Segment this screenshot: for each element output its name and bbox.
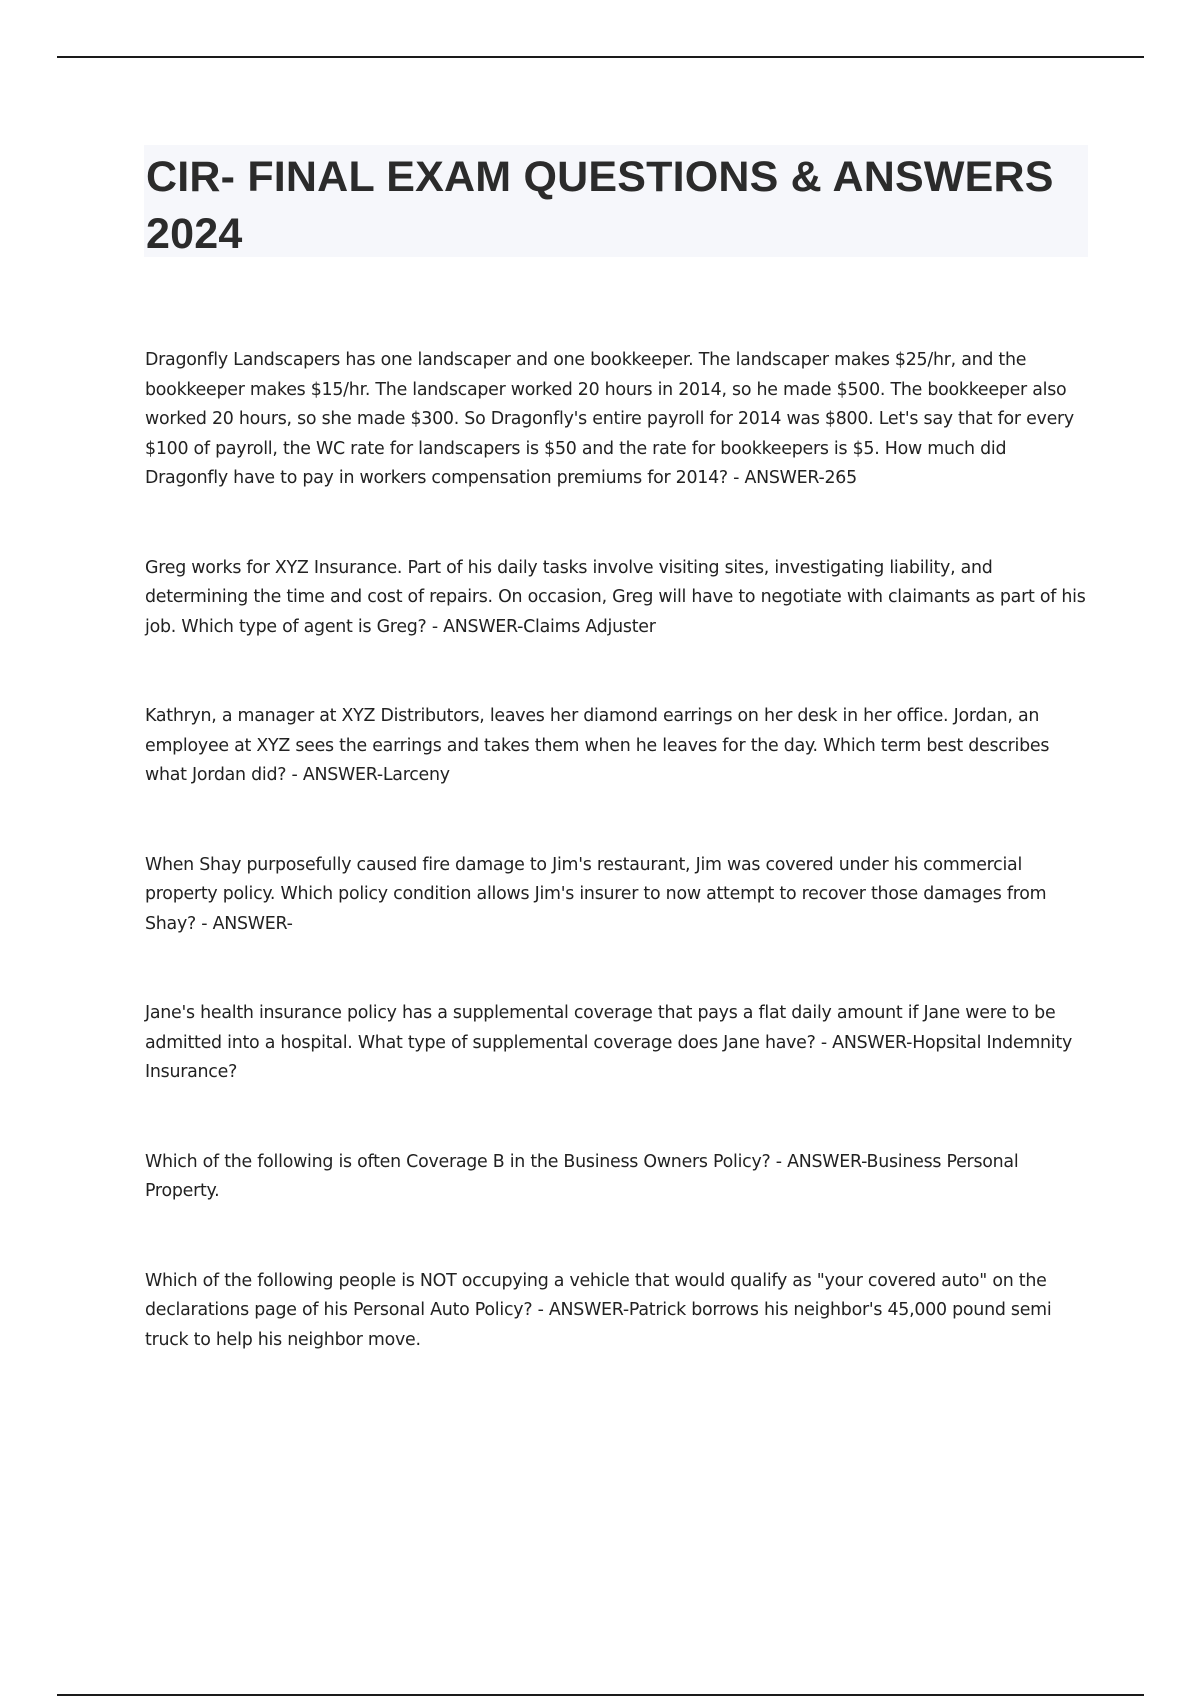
qa-item: Greg works for XYZ Insurance. Part of his daily tasks involve visiting sites, investigating liability, and determining the time and cost of repairs. On occasion, Greg will have to negotiate with claimants as part of his job. Which type of agent is Greg? - ANSWER-Claims Adjuster (145, 557, 1086, 637)
qa-list (145, 346, 1090, 1415)
qa-item: Which of the following people is NOT occupying a vehicle that would qualify as "your covered auto" on the declarations page of his Personal Auto Policy? - ANSWER-Patrick borrows his neighbor's 45,000 pound semi truck to help his neighbor move. (145, 1270, 1052, 1350)
qa-item: When Shay purposefully caused fire damage to Jim's restaurant, Jim was covered under his commercial property policy. Which policy condition allows Jim's insurer to now attempt to recover those damages from Shay? - ANSWER- (145, 854, 1047, 934)
qa-item: Which of the following is often Coverage B in the Business Owners Policy? - ANSWER-Business Personal Property. (145, 1151, 1019, 1201)
qa-item: Dragonfly Landscapers has one landscaper and one bookkeeper. The landscaper makes $25/hr, and the bookkeeper makes $15/hr. The landscaper worked 20 hours in 2014, so he made $500. The bookkeeper also worked 20 hours, so she made $300. So Dragonfly's entire payroll for 2014 was $800. Let's say that for every $100 of payroll, the WC rate for landscapers is $50 and the rate for bookkeepers is $5. How much did Dragonfly have to pay in workers compensation premiums for 2014? - ANSWER-265 (145, 350, 1074, 488)
document-title: CIR- FINAL EXAM QUESTIONS & ANSWERS 2024 (146, 153, 1054, 258)
qa-item: Jane's health insurance policy has a supplemental coverage that pays a flat daily amount if Jane were to be admitted into a hospital. What type of supplemental coverage does Jane have? - ANSWER-Hopsital Indemnity Insurance? (145, 1003, 1072, 1082)
title-banner (144, 145, 1088, 257)
bottom-divider (57, 1694, 1144, 1696)
top-divider (57, 56, 1144, 58)
qa-item: Kathryn, a manager at XYZ Distributors, leaves her diamond earrings on her desk in her office. Jordan, an employee at XYZ sees the earrings and takes them when he leaves for the day. Which term best describes what Jordan did? - ANSWER-Larceny (145, 706, 1050, 785)
